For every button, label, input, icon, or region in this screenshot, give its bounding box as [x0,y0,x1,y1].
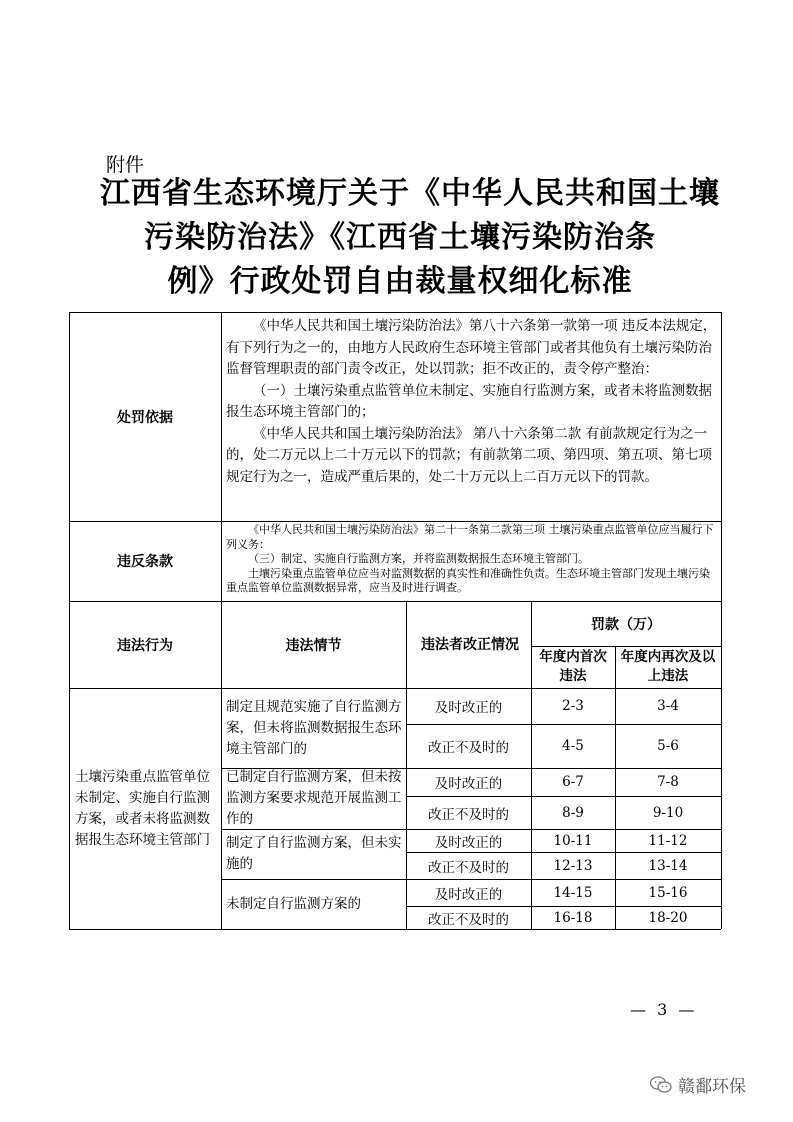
basis-paragraph: 《中华人民共和国土壤污染防治法》第八十六条第一款第一项 违反本法规定，有下列行为之一的，由地方人民政府生态环境主管部门或者其他负有土壤污染防治监督管理职责的部门责令改正，处以罚款；拒不改正的，责令停产整治： [226,318,717,377]
header-circumstance: 违法情节 [285,637,342,654]
title-line: 例》行政处罚自由裁量权细化标准 [167,264,633,299]
header-first-violation: 年度内首次违法 [539,649,607,684]
violated-clause-text [226,523,718,600]
clause-paragraph: （三）制定、实施自行监测方案，并将监测数据报生态环境主管部门。 [248,552,589,565]
circumstance-cell [226,768,404,829]
correction-cell: 及时改正的 [434,886,503,903]
basis-paragraph: （一）土壤污染重点监管单位未制定、实施自行监测方案，或者未将监测数据报生态环境主管部门的； [226,382,712,420]
fine-first-cell: 12-13 [553,857,593,874]
header-behavior: 违法行为 [117,637,173,654]
fine-repeat-cell: 15-16 [648,884,688,901]
circumstance-cell [226,879,404,929]
fine-repeat-cell: 5-6 [657,738,679,754]
header-repeat-violation: 年度内再次及以上违法 [620,649,716,684]
fine-first-cell: 16-18 [553,909,593,926]
fine-first-cell: 2-3 [562,698,584,714]
circumstance-cell [226,688,404,768]
fine-repeat-cell: 11-12 [648,832,688,849]
page-number: — 3 — [630,1000,698,1019]
fine-first-cell: 10-11 [553,832,593,849]
circumstance-label: 已制定自行监测方案，但未按监测方案要求规范开展监测工作的 [226,769,402,827]
header-fine: 罚款（万） [591,616,661,633]
fine-repeat-cell: 18-20 [648,909,688,926]
document-title [100,172,720,304]
watermark [650,1072,746,1097]
fine-repeat-cell: 13-14 [648,857,688,874]
fine-first-cell: 8-9 [562,804,584,821]
clause-paragraph: 《中华人民共和国土壤污染防治法》第二十一条第二款第三项 土壤污染重点监管单位应当履行下列义务： [226,523,714,551]
behavior-label: 土壤污染重点监管单位未制定、实施自行监测方案，或者未将监测数据报生态环境主管部门 [75,768,210,848]
basis-paragraph: 《中华人民共和国土壤污染防治法》 第八十六条第二款 有前款规定行为之一的，处二万元以上二十万元以下的罚款；有前款第二项、第四项、第五项、第七项规定行为之一，造成严重后果的，处二十万元以上二百万元以下的罚款。 [226,425,712,485]
circumstance-label: 制定了自行监测方案，但未实施的 [226,835,402,872]
title-line: 污染防治法》《江西省土壤污染防治条 [144,220,656,255]
wechat-icon [650,1076,672,1094]
fine-first-cell: 14-15 [553,884,593,901]
circumstance-label: 制定且规范实施了自行监测方案，但未将监测数据报生态环境主管部门的 [226,698,402,757]
fine-first-cell: 4-5 [562,738,584,754]
fine-repeat-cell: 7-8 [657,774,679,790]
attachment-label: 附件 [106,154,145,176]
violated-clause-label: 违反条款 [117,554,173,570]
fine-repeat-cell: 9-10 [652,804,684,821]
correction-cell: 改正不及时的 [428,806,509,823]
circumstance-cell [226,829,404,879]
basis-text [226,316,718,519]
header-correction: 违法者改正情况 [421,636,519,653]
correction-cell: 改正不及时的 [428,911,509,928]
correction-cell: 改正不及时的 [428,859,509,876]
fine-first-cell: 6-7 [562,774,584,790]
fine-repeat-cell: 3-4 [657,698,679,714]
basis-label: 处罚依据 [117,409,173,426]
correction-cell: 改正不及时的 [428,740,509,756]
correction-cell: 及时改正的 [434,700,503,716]
behavior-text [75,688,217,929]
clause-paragraph: 土壤污染重点监管单位应当对监测数据的真实性和准确性负责。生态环境主管部门发现土壤污染重点监管单位监测数据异常，应当及时进行调查。 [226,566,710,594]
circumstance-label: 未制定自行监测方案的 [226,895,361,912]
correction-cell: 及时改正的 [434,776,503,792]
watermark-text: 赣鄱环保 [678,1077,746,1097]
correction-cell: 及时改正的 [434,834,503,851]
title-line: 江西省生态环境厅关于《中华人民共和国土壤 [100,176,720,211]
